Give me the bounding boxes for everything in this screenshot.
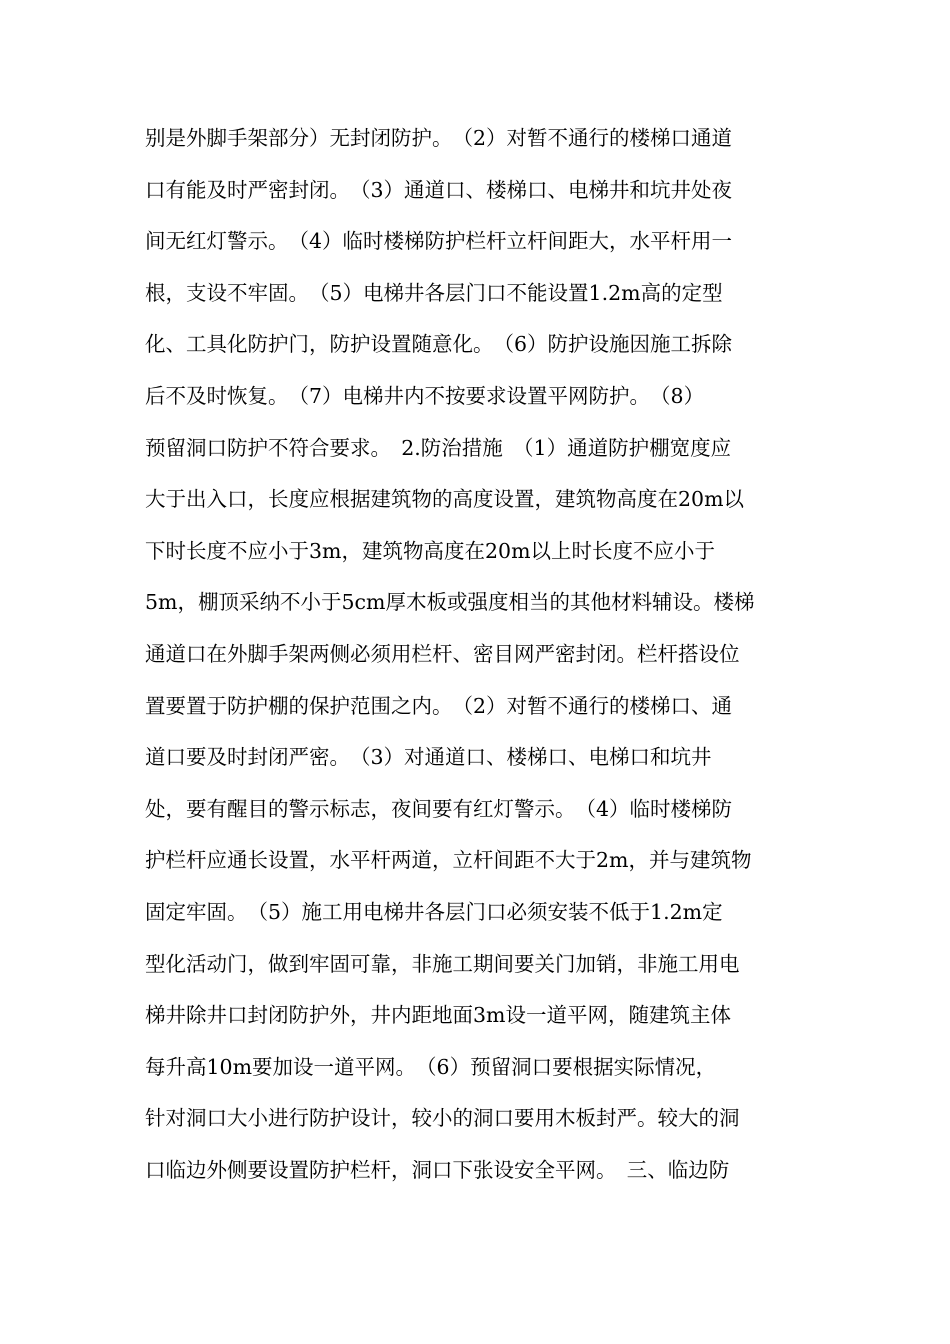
text-line: 固定牢固。 （5）施工用电梯井各层门口必须安装不低于1.2m定 <box>145 899 723 924</box>
text-line: 化、工具化防护门，防护设置随意化。 （6）防护设施因施工拆除 <box>145 332 733 357</box>
text-line: 下时长度不应小于3m，建筑物高度在20m以上时长度不应小于 <box>145 538 716 563</box>
text-line: 置要置于防护棚的保护范围之内。 （2）对暂不通行的楼梯口、通 <box>145 693 733 718</box>
text-line: 梯井除井口封闭防护外，井内距地面3m设一道平网，随建筑主体 <box>145 1003 731 1028</box>
text-line: 针对洞口大小进行防护设计，较小的洞口要用木板封严。较大的洞 <box>145 1106 740 1131</box>
body-text <box>145 116 815 1199</box>
text-line: 根，支设不牢固。 （5）电梯井各层门口不能设置1.2m高的定型 <box>145 280 723 305</box>
text-line: 口临边外侧要设置防护栏杆，洞口下张设安全平网。 三、临边防 <box>145 1157 730 1182</box>
text-line: 型化活动门，做到牢固可靠，非施工期间要关门加销，非施工用电 <box>145 951 740 976</box>
text-line: 5m，棚顶采纳不小于5cm厚木板或强度相当的其他材料辅设。楼梯 <box>145 590 755 615</box>
text-line: 间无红灯警示。 （4）临时楼梯防护栏杆立杆间距大，水平杆用一 <box>145 229 733 254</box>
text-line: 处，要有醒目的警示标志，夜间要有红灯警示。 （4）临时楼梯防 <box>145 796 733 821</box>
text-line: 护栏杆应通长设置，水平杆两道，立杆间距不大于2m，并与建筑物 <box>145 848 752 873</box>
text-line: 每升高10m要加设一道平网。 （6）预留洞口要根据实际情况， <box>145 1054 717 1079</box>
text-line: 大于出入口，长度应根据建筑物的高度设置，建筑物高度在20m以 <box>145 487 745 512</box>
text-line: 口有能及时严密封闭。 （3）通道口、楼梯口、电梯井和坑井处夜 <box>145 177 733 202</box>
text-line: 通道口在外脚手架两侧必须用栏杆、密目网严密封闭。栏杆搭设位 <box>145 641 740 666</box>
text-line: 道口要及时封闭严密。 （3）对通道口、楼梯口、电梯口和坑井 <box>145 745 712 770</box>
text-line: 别是外脚手架部分）无封闭防护。 （2）对暂不通行的楼梯口通道 <box>145 126 733 150</box>
text-line: 后不及时恢复。 （7）电梯井内不按要求设置平网防护。 （8） <box>145 383 705 408</box>
text-line: 预留洞口防护不符合要求。 2.防治措施 （1）通道防护棚宽度应 <box>145 435 732 460</box>
